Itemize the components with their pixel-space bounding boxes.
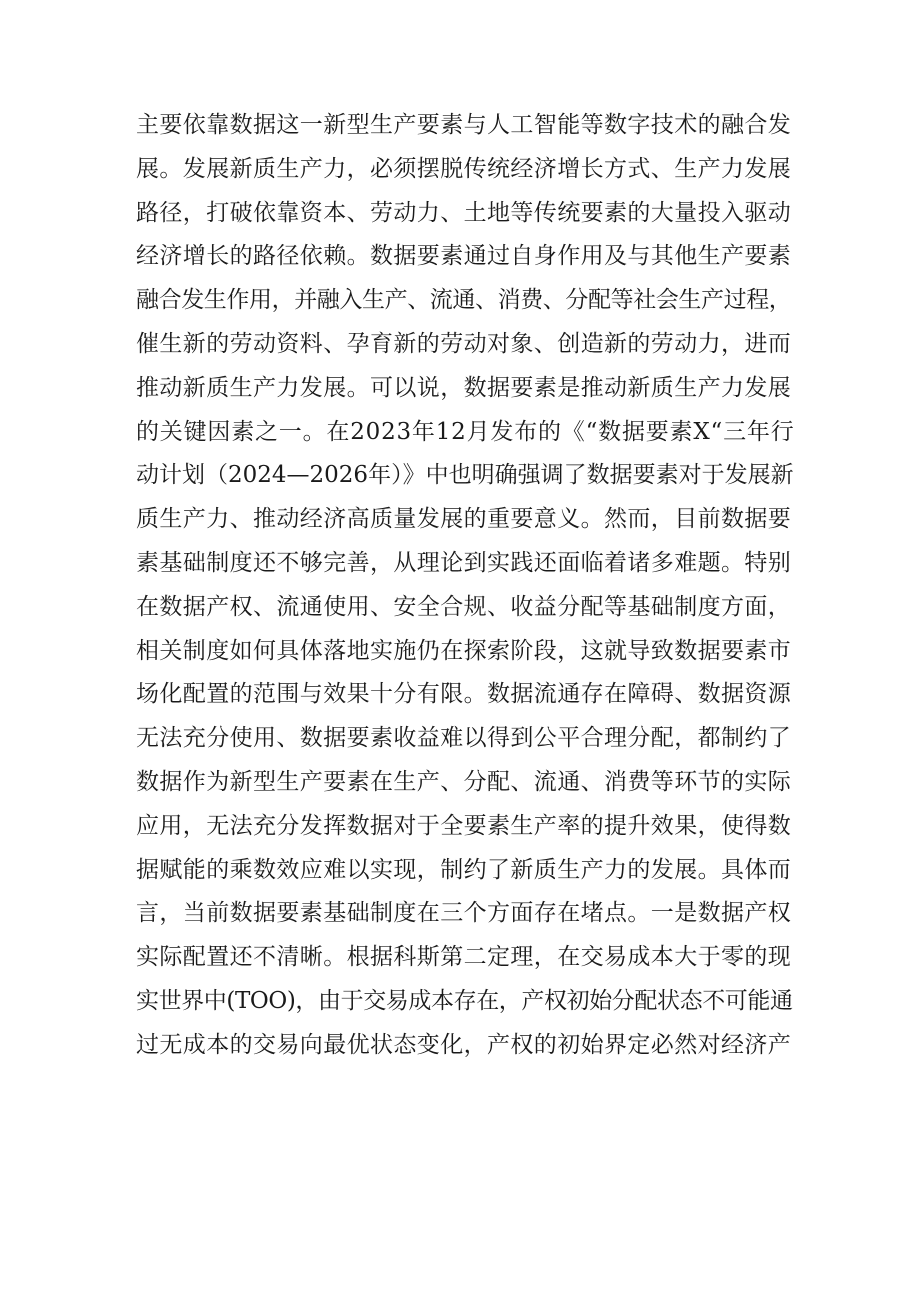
body-paragraph	[136, 104, 796, 1068]
text-line: 据赋能的乘数效应难以实现，制约了新质生产力的发展。具体而	[136, 856, 792, 883]
text-line: 实世界中(TOO)，由于交易成本存在，产权初始分配状态不可能通	[136, 987, 793, 1014]
text-line: 主要依靠数据这一新型生产要素与人工智能等数字技术的融合发	[136, 112, 792, 138]
text-line: 无法充分使用、数据要素收益难以得到公平合理分配，都制约了	[136, 725, 792, 752]
text-line: 的关键因素之一。在2023年12月发布的《“数据要素X“三年行	[136, 418, 795, 445]
text-line: 经济增长的路径依赖。数据要素通过自身作用及与其他生产要素	[136, 243, 792, 270]
text-line: 在数据产权、流通使用、安全合规、收益分配等基础制度方面，	[136, 593, 792, 620]
text-line: 相关制度如何具体落地实施仍在探索阶段，这就导致数据要素市	[136, 637, 792, 664]
text-line: 言，当前数据要素基础制度在三个方面存在堵点。一是数据产权	[136, 900, 792, 927]
text-line: 催生新的劳动资料、孕育新的劳动对象、创造新的劳动力，进而	[136, 330, 792, 357]
text-line: 过无成本的交易向最优状态变化，产权的初始界定必然对经济产	[136, 1031, 792, 1058]
text-line: 质生产力、推动经济高质量发展的重要意义。然而，目前数据要	[136, 506, 792, 533]
text-line: 应用，无法充分发挥数据对于全要素生产率的提升效果，使得数	[136, 812, 792, 839]
text-line: 展。发展新质生产力，必须摆脱传统经济增长方式、生产力发展	[136, 155, 792, 182]
text-line: 动计划（2024—2026年）》中也明确强调了数据要素对于发展新	[136, 462, 794, 489]
text-line: 推动新质生产力发展。可以说，数据要素是推动新质生产力发展	[136, 374, 792, 401]
text-line: 融合发生作用，并融入生产、流通、消费、分配等社会生产过程，	[136, 287, 792, 314]
text-line: 数据作为新型生产要素在生产、分配、流通、消费等环节的实际	[136, 768, 792, 795]
text-line: 路径，打破依靠资本、劳动力、土地等传统要素的大量投入驱动	[136, 199, 792, 226]
text-line: 实际配置还不清晰。根据科斯第二定理，在交易成本大于零的现	[136, 944, 792, 971]
text-line: 场化配置的范围与效果十分有限。数据流通存在障碍、数据资源	[136, 681, 792, 708]
text-line: 素基础制度还不够完善，从理论到实践还面临着诸多难题。特别	[136, 549, 792, 576]
